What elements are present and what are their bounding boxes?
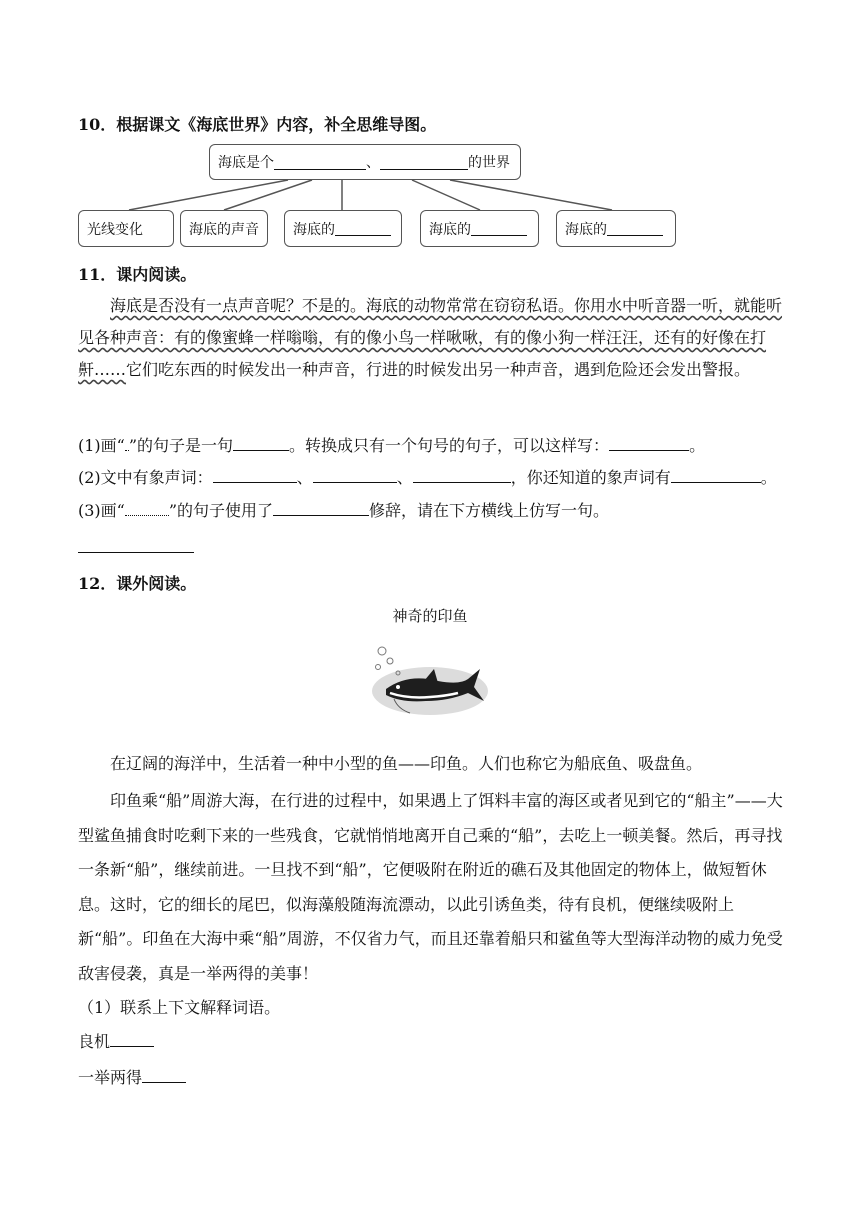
- sub1-blank-1[interactable]: [233, 436, 289, 451]
- q12-sub1: （1）联系上下文解释词语。: [78, 998, 281, 1017]
- child-4-blank[interactable]: [471, 221, 527, 236]
- word-yijuliangde: 一举两得: [78, 1062, 186, 1094]
- q11-imitation-line[interactable]: [78, 552, 194, 553]
- q12-title: 12．课外阅读。: [78, 574, 197, 593]
- mind-map-child-4: 海底的: [420, 210, 539, 247]
- yijuliangde-blank[interactable]: [142, 1068, 186, 1083]
- q11-passage-rest: 它们吃东西的时候发出一种声音，行进的时候发出另一种声音，遇到危险还会发出警报。: [126, 360, 751, 379]
- root-suffix: 的世界: [468, 155, 510, 171]
- mind-map-child-1: 光线变化: [78, 210, 174, 247]
- mind-map-child-2: 海底的声音: [180, 210, 268, 247]
- article-para-1: 在辽阔的海洋中，生活着一种中小型的鱼——印鱼。人们也称它为船底鱼、吸盘鱼。: [110, 754, 703, 773]
- sub1-blank-2[interactable]: [609, 436, 689, 451]
- mind-map-child-5: 海底的: [556, 210, 676, 247]
- sub2-blank-4[interactable]: [671, 468, 761, 483]
- article-title: 神奇的印鱼: [392, 607, 468, 625]
- sub2-blank-1[interactable]: [213, 468, 297, 483]
- q10-title: 10．根据课文《海底世界》内容，补全思维导图。: [78, 115, 437, 134]
- sub2-blank-2[interactable]: [313, 468, 397, 483]
- article-para-2: 印鱼乘“船”周游大海，在行进的过程中，如果遇上了饵料丰富的海区或者见到它的“船主”——大型鲨鱼捕食时吃剩下来的一些残食，它就悄悄地离开自己乘的“船”，去吃上一顿美餐。然后，再寻找一条新“船”，继续前进。一旦找不到“船”，它便吸附在附近的礁石及其他固定的物体上，做短暂休息。这时，它的细长的尾巴，似海藻般随海流漂动，以此引诱鱼类，待有良机，便继续吸附上新“船”。印鱼在大海中乘“船”周游，不仅省力气，而且还靠着船只和鲨鱼等大型海洋动物的威力免受敌害侵袭，真是一举两得的美事！: [78, 791, 783, 983]
- word-liangji: 良机: [78, 1026, 154, 1058]
- q11-title: 11．课内阅读。: [78, 265, 197, 284]
- q11-wavy-sentences: 海底是否没有一点声音呢？不是的。海底的动物常常在窃窃私语。你用水中听音器一听，就能听见各种声音：有的像蜜蜂一样嗡嗡，有的像小鸟一样啾啾，有的像小狗一样汪汪，还有的好像在打鼾……: [78, 296, 783, 379]
- liangji-blank[interactable]: [110, 1032, 154, 1047]
- root-sep: 、: [366, 155, 380, 171]
- mind-map-child-3: 海底的: [284, 210, 402, 247]
- child-3-blank[interactable]: [335, 221, 391, 236]
- sub3-blank-1[interactable]: [273, 501, 369, 516]
- q11-sub3: (3)画“ ”的句子使用了 修辞，请在下方横线上仿写一句。: [78, 501, 610, 520]
- q11-sub1: (1)画“ ”的句子是一句 。转换成只有一个句号的句子，可以这样写： 。: [78, 436, 706, 455]
- q11-passage: [78, 290, 784, 386]
- remora-shark-illustration: [368, 643, 490, 723]
- sub2-blank-3[interactable]: [413, 468, 511, 483]
- child-5-blank[interactable]: [607, 221, 663, 236]
- root-prefix: 海底是个: [218, 155, 274, 171]
- q11-sub2: (2)文中有象声词： 、 、 ，你还知道的象声词有 。: [78, 468, 777, 487]
